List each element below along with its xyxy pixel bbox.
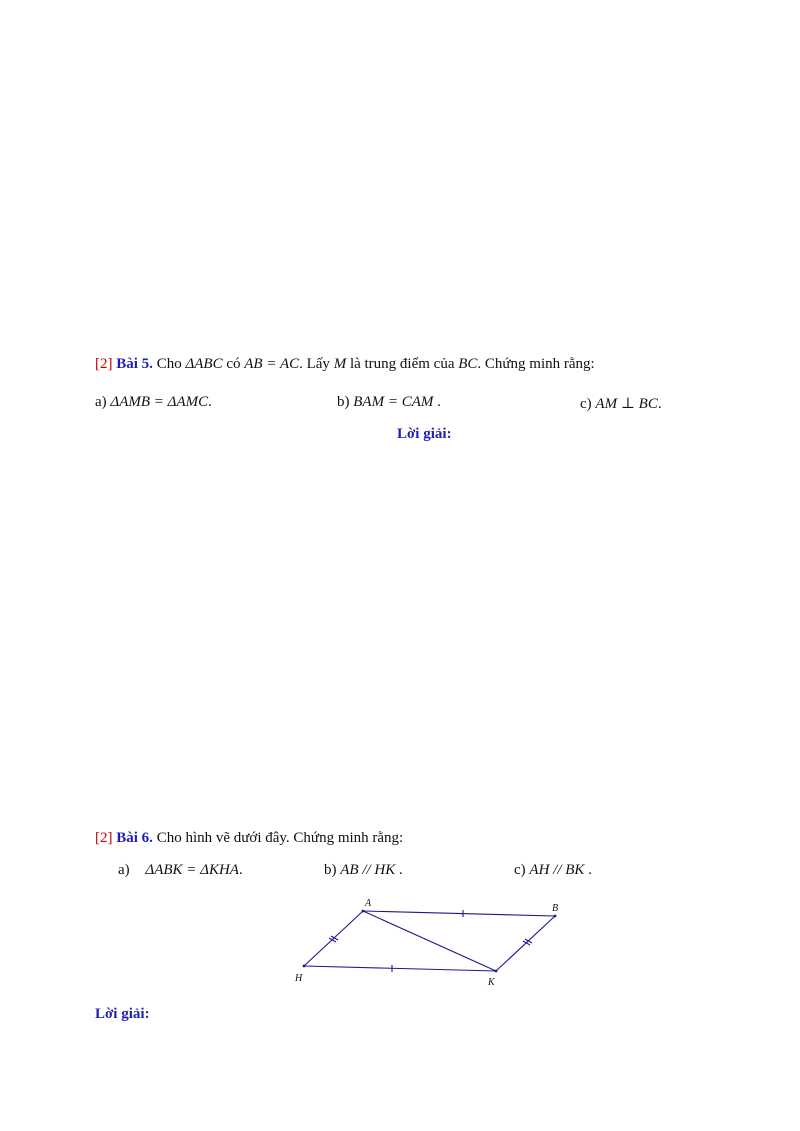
bai5-statement — [95, 356, 595, 373]
point-h — [303, 965, 306, 968]
bai6-part-b — [324, 862, 403, 879]
bai5-text-5: . Chứng minh rằng: — [477, 356, 595, 372]
label-h: H — [295, 973, 303, 984]
bai5-part-c-expr: AM ⊥ BC — [595, 396, 658, 412]
bai5-level: [2] — [95, 356, 113, 372]
bai6-part-c — [514, 862, 592, 879]
point-a — [362, 910, 365, 913]
bai5-part-b-expr: BAM = CAM — [353, 394, 434, 410]
bai5-text-2: có — [226, 356, 241, 372]
segment-ah — [304, 911, 363, 966]
segment-hk — [304, 966, 496, 971]
bai6-part-b-expr: AB // HK — [340, 862, 396, 878]
bai5-text-1: Cho — [156, 356, 182, 372]
tick-ah-2 — [331, 936, 338, 940]
bai6-statement — [95, 830, 403, 847]
bai6-part-c-expr: AH // BK — [529, 862, 585, 878]
bai5-part-b — [337, 394, 441, 411]
label-a: A — [365, 898, 372, 909]
bai5-text-4: là trung điểm của — [349, 356, 455, 372]
bai6-part-a-expr: ΔABK = ΔKHA — [145, 862, 239, 878]
bai5-title: Bài 5. — [116, 356, 153, 372]
bai5-math-triangle: ΔABC — [185, 356, 223, 372]
bai6-part-c-label: c) — [514, 862, 526, 878]
bai5-part-c-label: c) — [580, 396, 592, 412]
segment-ak — [363, 911, 496, 971]
bai5-part-a-label: a) — [95, 394, 107, 410]
point-b — [554, 915, 557, 918]
bai6-part-a — [118, 862, 243, 879]
bai5-math-m: M — [333, 356, 347, 372]
segment-ab — [363, 911, 555, 916]
bai5-part-c-dot: . — [657, 396, 662, 412]
tick-ah-1 — [329, 938, 336, 942]
bai6-level: [2] — [95, 830, 113, 846]
bai5-part-b-dot: . — [437, 394, 441, 410]
bai6-part-b-dot: . — [399, 862, 403, 878]
bai5-math-equal-sides: AB = AC — [244, 356, 300, 372]
bai6-part-a-dot: . — [238, 862, 243, 878]
tick-bk-1 — [523, 941, 530, 945]
bai5-text-3: . Lấy — [299, 356, 330, 372]
label-k: K — [488, 977, 495, 988]
bai5-part-a-expr: ΔAMB = ΔAMC — [110, 394, 209, 410]
bai5-part-a — [95, 394, 212, 411]
bai5-part-c — [580, 394, 662, 413]
bai5-part-a-dot: . — [208, 394, 212, 410]
bai6-solution-heading: Lời giải: — [95, 1006, 150, 1022]
bai6-part-a-label: a) — [118, 862, 130, 878]
bai6-title: Bài 6. — [116, 830, 153, 846]
bai5-math-bc: BC — [458, 356, 478, 372]
bai6-intro: Cho hình vẽ dưới đây. Chứng minh rằng: — [156, 830, 404, 846]
segment-bk — [496, 916, 555, 971]
bai5-solution-heading: Lời giải: — [397, 426, 452, 442]
bai5-part-b-label: b) — [337, 394, 350, 410]
bai6-part-b-label: b) — [324, 862, 337, 878]
tick-bk-2 — [525, 939, 532, 943]
bai6-part-c-dot: . — [588, 862, 592, 878]
label-b: B — [552, 903, 559, 914]
point-k — [495, 970, 498, 973]
